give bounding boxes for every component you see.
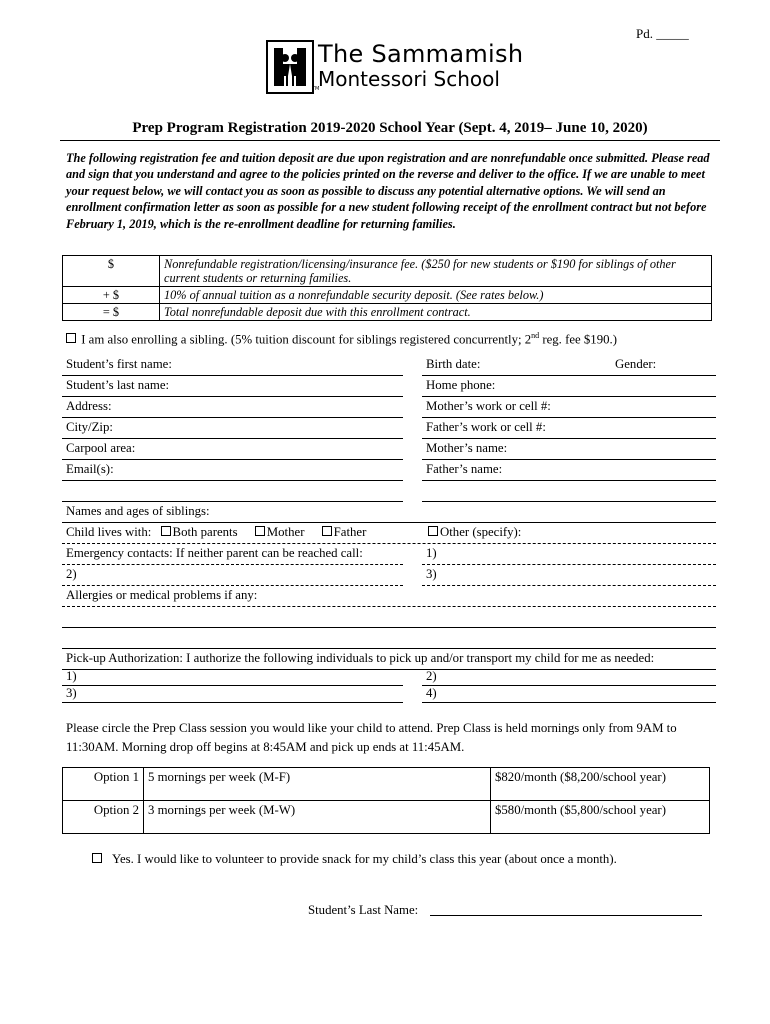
pickup-person-1[interactable]: 1)	[62, 669, 403, 686]
fee-description: Nonrefundable registration/licensing/insurance fee. ($250 for new students or $190 for siblings of other current students or returning families.	[160, 256, 712, 287]
sibling-text: I am also enrolling a sibling. (5% tuition discount for siblings registered concurrently; 2	[81, 332, 532, 347]
option-schedule: 3 mornings per week (M-W)	[144, 801, 491, 834]
volunteer-text: Yes. I would like to volunteer to provide snack for my child’s class this year (about once a month).	[112, 852, 617, 866]
option-price: $580/month ($5,800/school year)	[491, 801, 710, 834]
pickup-person-2[interactable]: 2)	[422, 669, 716, 686]
sibling-enrollment	[66, 331, 617, 347]
session-options-table	[62, 767, 710, 834]
other-checkbox[interactable]	[428, 526, 438, 536]
both-parents-checkbox[interactable]	[161, 526, 171, 536]
siblings-field[interactable]: Names and ages of siblings:	[62, 502, 716, 523]
father-name-field[interactable]: Father’s name:	[422, 460, 716, 481]
pickup-label-row: Pick-up Authorization: I authorize the following individuals to pick up and/or transport my child for me as needed:	[62, 649, 716, 670]
mother-checkbox[interactable]	[255, 526, 265, 536]
option-row[interactable]	[63, 801, 710, 834]
emergency-label-row: Emergency contacts: If neither parent can be reached call:	[62, 544, 403, 565]
sibling-checkbox[interactable]	[66, 333, 76, 343]
intro-paragraph: The following registration fee and tuition deposit are due upon registration and are nonrefundable once submitted. Please read and sign that you understand and agree to the policies printed on the reverse and deliver to the office. If we are unable to meet your request below, we will contact you as soon as possible to discuss any potential alternative options. We will send an enrollment confirmation letter as soon as possible for a new student following receipt of the enrollment contract but not before February 1, 2019, which is the re-enrollment deadline for returning families.	[66, 151, 710, 231]
allergies-field[interactable]: Allergies or medical problems if any:	[62, 586, 716, 607]
session-instructions: Please circle the Prep Class session you would like your child to attend. Prep Class is held mornings only from 9AM to 11:30AM. Morning drop off begins at 8:45AM and pick up ends at 11:45AM.	[66, 721, 677, 754]
last-name-field[interactable]: Student’s last name:	[62, 376, 403, 397]
lives-with-row	[62, 523, 716, 544]
fee-amount-field[interactable]: = $	[63, 304, 160, 321]
father-checkbox[interactable]	[322, 526, 332, 536]
emergency-contact-2[interactable]: 2)	[62, 565, 403, 586]
father-label: Father	[333, 525, 367, 539]
city-zip-field[interactable]: City/Zip:	[62, 418, 403, 439]
fee-row	[63, 287, 712, 304]
student-last-name-field[interactable]	[430, 915, 702, 916]
home-phone-field[interactable]: Home phone:	[422, 376, 716, 397]
logo-text-line2: Montessori School	[318, 67, 500, 91]
birth-gender-field[interactable]: Birth date: Gender:	[422, 355, 716, 376]
allergies-extra-line[interactable]	[62, 627, 716, 628]
option-schedule: 5 mornings per week (M-F)	[144, 768, 491, 801]
mother-name-field[interactable]: Mother’s name:	[422, 439, 716, 460]
option-label[interactable]: Option 1	[63, 768, 144, 801]
father-phone-field[interactable]: Father’s work or cell #:	[422, 418, 716, 439]
option-row[interactable]	[63, 768, 710, 801]
fee-row	[63, 304, 712, 321]
children-logo-icon	[266, 40, 314, 94]
fee-row	[63, 256, 712, 287]
logo-text-line1: The Sammamish	[318, 40, 524, 68]
fee-description: 10% of annual tuition as a nonrefundable security deposit. (See rates below.)	[160, 287, 712, 304]
student-last-name-label: Student’s Last Name:	[308, 903, 419, 917]
page-title: Prep Program Registration 2019-2020 School Year (Sept. 4, 2019– June 10, 2020)	[60, 120, 720, 141]
pickup-person-3[interactable]: 3)	[62, 686, 403, 703]
emergency-contact-3[interactable]: 3)	[422, 565, 716, 586]
address-field[interactable]: Address:	[62, 397, 403, 418]
volunteer-checkbox[interactable]	[92, 853, 102, 863]
option-price: $820/month ($8,200/school year)	[491, 768, 710, 801]
email-field[interactable]: Email(s):	[62, 460, 403, 481]
mother-label: Mother	[266, 525, 305, 539]
school-logo	[266, 40, 524, 98]
mother-phone-field[interactable]: Mother’s work or cell #:	[422, 397, 716, 418]
emergency-contact-1[interactable]: 1)	[422, 544, 716, 565]
fee-amount-field[interactable]: $	[63, 256, 160, 287]
first-name-field[interactable]: Student’s first name:	[62, 355, 403, 376]
sibling-text-end: reg. fee $190.)	[539, 332, 617, 347]
carpool-field[interactable]: Carpool area:	[62, 439, 403, 460]
other-option	[428, 523, 521, 541]
trademark-mark: TM	[312, 86, 320, 92]
both-parents-label: Both parents	[172, 525, 238, 539]
fee-table	[62, 255, 712, 321]
gender-label: Gender:	[615, 357, 657, 371]
paid-label: Pd. _____	[636, 26, 689, 41]
lives-with-label: Child lives with:	[66, 525, 152, 539]
fee-description: Total nonrefundable deposit due with this enrollment contract.	[160, 304, 712, 321]
volunteer-snack	[92, 852, 617, 867]
option-label[interactable]: Option 2	[63, 801, 144, 834]
other-label: Other (specify):	[440, 525, 522, 539]
pickup-person-4[interactable]: 4)	[422, 686, 716, 703]
sibling-sup: nd	[531, 331, 540, 340]
fee-amount-field[interactable]: + $	[63, 287, 160, 304]
